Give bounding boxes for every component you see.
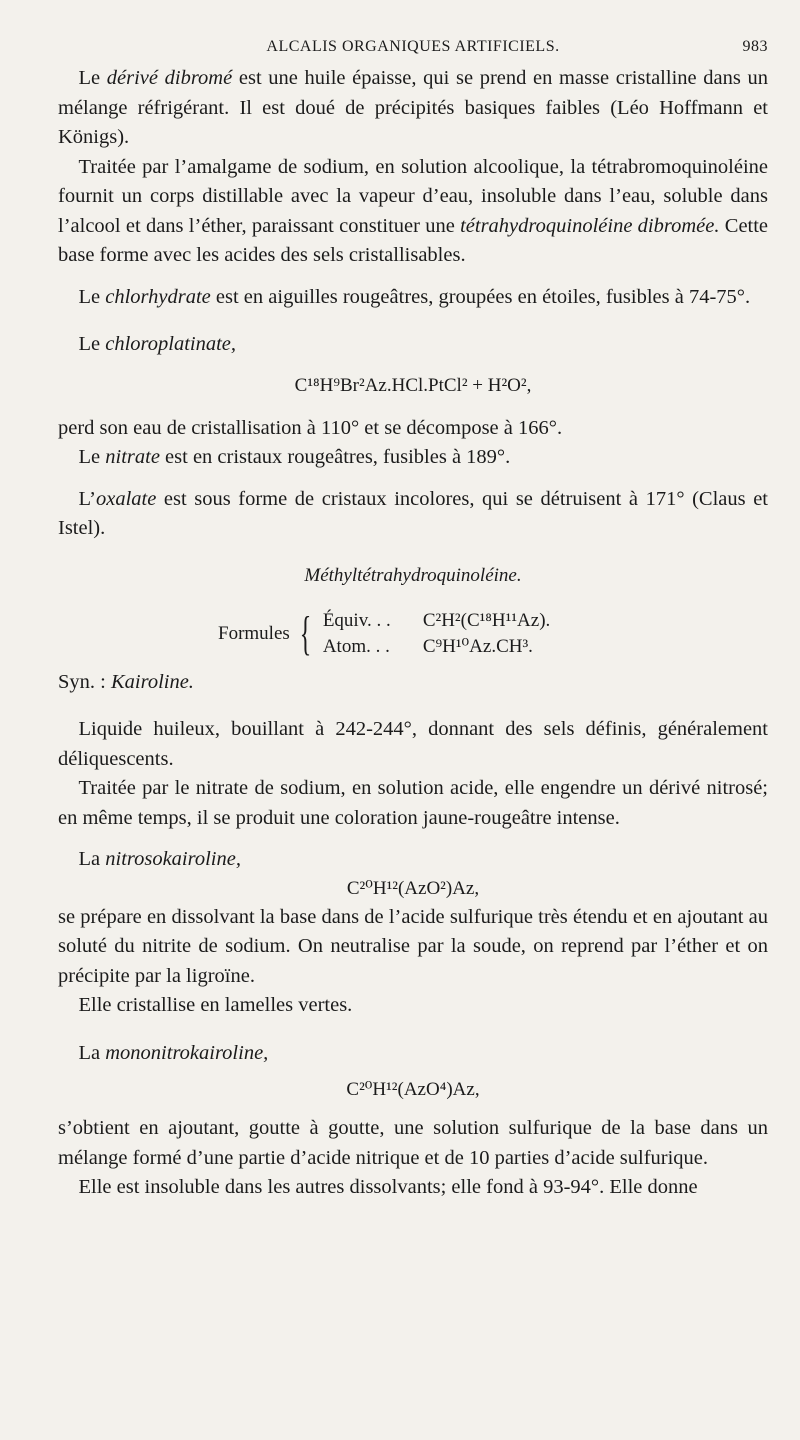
paragraph-oxalate: [58, 485, 768, 544]
paragraph-preparation: se prépare en dissolvant la base dans de l’acide sulfurique très étendu et en ajoutant au soluté du nitrite de sodium. On neutralise par la soude, on reprend par l’éther et on précipite par la ligroïne.: [58, 905, 768, 987]
text-run: Liquide huileux, bouillant à 242-244°, donnant des sels définis, généralement déliquescents.: [58, 718, 768, 770]
paragraph-mononitrokairoline: [58, 1039, 768, 1069]
text-run: est une huile épaisse, qui se prend en masse cristalline dans un mélange réfrigérant. Il est doué de précipités basiques faibles (Léo Hoffmann et Königs).: [58, 67, 768, 148]
text-run: Elle cristallise en lamelles vertes.: [78, 994, 353, 1016]
brace-icon: {: [299, 606, 312, 660]
row-formula: C⁹H¹⁰Az.CH³.: [422, 635, 533, 657]
paragraph-synonym: [58, 668, 768, 698]
text-run: Le: [78, 333, 101, 355]
row-formula: C²H²(C¹⁸H¹¹Az).: [422, 609, 551, 631]
text-run: Le: [78, 67, 101, 89]
text-run: Le: [78, 446, 101, 468]
emphasis: chlorhydrate: [105, 285, 211, 308]
emphasis: nitrosokairoline,: [105, 848, 241, 870]
paragraph-nitrosokairoline: [58, 845, 768, 875]
row-label: Équiv. . .: [322, 609, 391, 631]
text-run: Le: [78, 285, 101, 308]
chemical-formula: C¹⁸H⁹Br²Az.HCl.PtCl² + H²O²,: [294, 374, 532, 396]
running-header: [58, 38, 768, 64]
paragraph-obtaining: s’obtient en ajoutant, goutte à goutte, une solution sulfurique de la base dans un mélange formé d’une partie d’acide nitrique et de 10 parties d’acide sulfurique.: [58, 1117, 768, 1169]
chemical-formula: C²⁰H¹²(AzO⁴)Az,: [346, 1079, 480, 1100]
formula-rows: [323, 608, 550, 660]
emphasis: nitrate: [105, 446, 160, 468]
text-run: Elle est insoluble dans les autres dissolvants; elle fond à 93-94°. Elle donne: [78, 1176, 698, 1198]
section-subtitle: Méthyltétrahydroquinoléine.: [304, 564, 522, 586]
text-run: est en aiguilles rougeâtres, groupées en étoiles, fusibles à 74-75°.: [215, 285, 751, 308]
emphasis: tétrahydroquinoléine dibromée.: [460, 214, 720, 237]
text-run: La: [78, 848, 101, 870]
paragraph-chloroplatinate: [58, 330, 768, 360]
text-run: Traitée par l’amalgame de sodium, en solution alcoolique, la tétrabromoquinoléine fournit un corps distillable avec la vapeur d’eau, insoluble dans l’eau, soluble dans l’alcool et dans l’éther, paraissant constituer une: [58, 155, 768, 237]
paragraph-dibromo-derivative: [58, 64, 768, 153]
paragraph-crystallization-water: perd son eau de cristallisation à 110° et se décompose à 166°.: [58, 416, 563, 439]
text-run: est sous forme de cristaux incolores, qui se détruisent à 171° (Claus et Istel).: [58, 487, 768, 539]
text-run: Syn. :: [58, 670, 106, 693]
chemical-formula: C²⁰H¹²(AzO²)Az,: [346, 877, 480, 899]
formulas-block: [218, 608, 768, 660]
emphasis: chloroplatinate,: [105, 333, 237, 355]
text-run: est en cristaux rougeâtres, fusibles à 189°.: [165, 446, 511, 468]
row-label: Atom. . .: [322, 635, 390, 657]
paragraph-sodium-amalgam: [58, 153, 768, 271]
paragraph-oily-liquid: [58, 715, 768, 774]
paragraph-green-lamellae: [58, 991, 768, 1021]
formulas-label: Formules: [218, 622, 290, 644]
emphasis: Kairoline.: [110, 670, 194, 693]
text-run: L’: [78, 487, 96, 510]
formula-row-equiv: [323, 608, 550, 634]
text-run: La: [78, 1041, 101, 1064]
paragraph-sodium-nitrate: [58, 774, 768, 833]
formula-row-atom: [323, 634, 550, 660]
paragraph-chlorhydrate: [58, 283, 768, 313]
emphasis: dérivé dibromé: [106, 67, 233, 89]
text-run: Cette base forme avec les acides des sels cristallisables.: [58, 214, 769, 266]
emphasis: mononitrokairoline,: [105, 1041, 269, 1064]
page-number: 983: [742, 38, 768, 55]
paragraph-nitrate: [58, 443, 768, 473]
running-title: ALCALIS ORGANIQUES ARTIFICIELS.: [266, 38, 560, 55]
text-run: Traitée par le nitrate de sodium, en solution acide, elle engendre un dérivé nitrosé; en même temps, il se produit une coloration jaune-rougeâtre intense.: [58, 777, 768, 829]
paragraph-insoluble: [58, 1173, 768, 1203]
emphasis: oxalate: [95, 487, 157, 510]
